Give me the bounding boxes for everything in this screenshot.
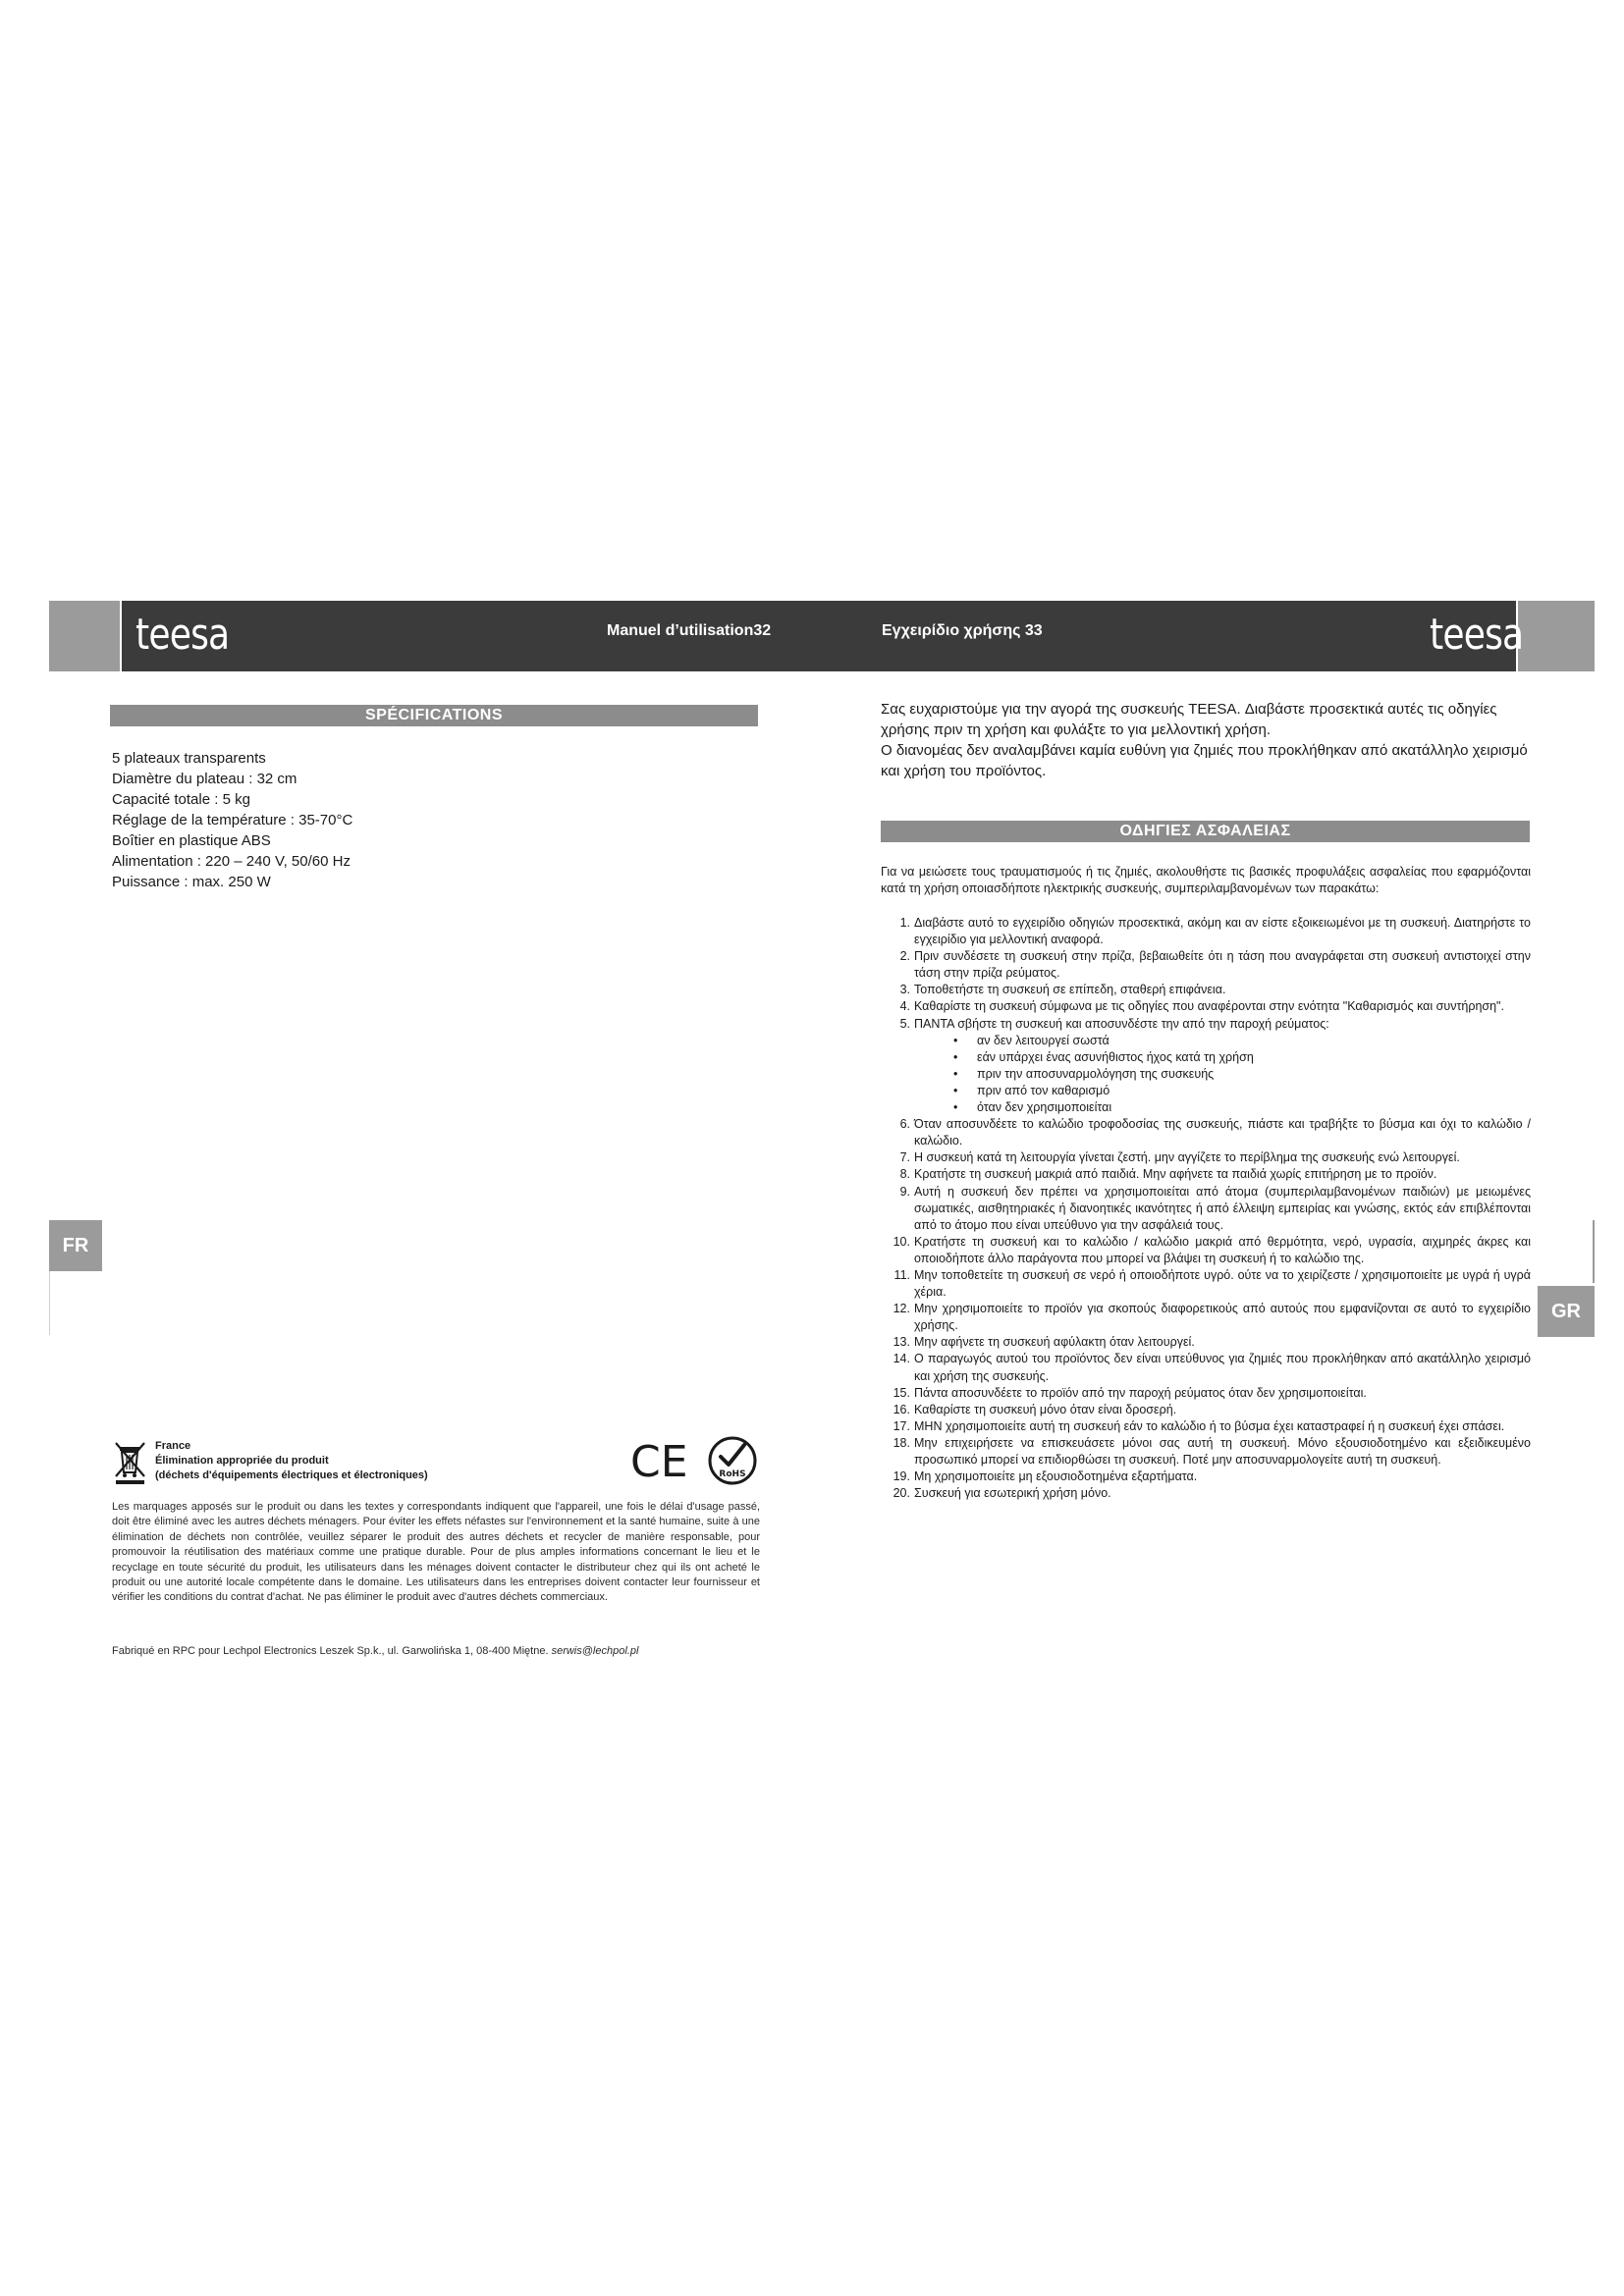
page-title-fr: Manuel d’utilisation32 [607, 622, 772, 639]
list-item-number: 14. [893, 1352, 910, 1366]
disposal-paragraph: Les marquages apposés sur le produit ou dans les textes y correspondants indiquent que l'appareil, une fois le délai d'usage passé, doit être éliminé avec les autres déchets ménagers. Pour éviter les effets néfastes sur l'environnement et la santé humaine, suite à une élimination de déchets non contrôlée, veuillez séparer le produit des autres déchets et recycler de manière responsable, pour promouvoir la réutilisation des matériaux comme une pratique durable. Pour de plus amples informations concernant le lieu et le recyclage en toute sécurité du produit, les utilisateurs dans les ménages doivent contacter le distributeur chez qui ils ont acheté le produit ou une autorité locale compétente dans le domaine. Les utilisateurs dans les entreprises doivent contacter leur fournisseur et vérifier les conditions du contrat d'achat. Ne pas éliminer le produit avec d'autres déchets commerciaux. [112, 1501, 760, 1604]
service-email: serwis@lechpol.pl [551, 1645, 639, 1657]
weee-subtitle: (déchets d'équipements électriques et électroniques) [155, 1469, 428, 1481]
list-item-text: Καθαρίστε τη συσκευή σύμφωνα με τις οδηγίες που αναφέρονται στην ενότητα "Καθαρισμός και συντήρηση". [914, 999, 1504, 1014]
list-item-text: Καθαρίστε τη συσκευή μόνο όταν είναι δροσερή. [914, 1402, 1177, 1416]
list-item-number: 12. [893, 1302, 910, 1316]
list-item-number: 15. [893, 1385, 910, 1400]
list-item-number: 20. [893, 1486, 910, 1501]
spec-item: Boîtier en plastique ABS [112, 832, 271, 849]
weee-title: Élimination appropriée du produit [155, 1455, 329, 1467]
list-item-number: 1. [899, 916, 910, 930]
sub-list-item: • όταν δεν χρησιμοποιείται [953, 1099, 1531, 1116]
gr-intro-line: Ο διανομέας δεν αναλαμβάνει καμία ευθύνη για ζημιές που προκλήθηκαν από ακατάλληλο χειρισμό και χρήση του προϊόντος. [881, 742, 1528, 779]
list-item-text: Διαβάστε αυτό το εγχειρίδιο οδηγιών προσεκτικά, ακόμη και αν είστε εξοικειωμένοι με τη συσκευή. Διατηρήστε το εγχειρίδιο για μελλοντική αναφορά. [914, 916, 1531, 947]
list-item-number: 4. [899, 999, 910, 1014]
sub-list [914, 1033, 1531, 1116]
list-item [881, 1385, 1531, 1402]
weee-country: France [155, 1440, 191, 1452]
manufacturer-text: Fabriqué en RPC pour Lechpol Electronics Leszek Sp.k., ul. Garwolińska 1, 08-400 Miętne. [112, 1645, 549, 1657]
tab-divider-gr [1593, 1220, 1595, 1283]
list-item-text: Πριν συνδέσετε τη συσκευή στην πρίζα, βεβαιωθείτε ότι η τάση που αναγράφεται στη συσκευή αντιστοιχεί στην τάση στην πρίζα ρεύματος. [914, 949, 1531, 981]
list-item-number: 8. [899, 1167, 910, 1182]
language-tab-fr: FR [49, 1220, 102, 1271]
spec-list [112, 748, 352, 892]
brand-logo-right: teesa [1430, 610, 1524, 660]
list-item [881, 998, 1531, 1015]
list-item [881, 1468, 1531, 1485]
list-item [881, 1351, 1531, 1384]
list-item-text: Κρατήστε τη συσκευή και το καλώδιο / καλώδιο μακριά από θερμότητα, νερό, υγρασία, αιχμηρές άκρες και οποιοδήποτε άλλο παράγοντα που μπορεί να βλάψει τη συσκευή ή το καλώδιο της. [914, 1234, 1531, 1265]
list-item-number: 7. [899, 1150, 910, 1165]
sub-list-item: • πριν την αποσυναρμολόγηση της συσκευής [953, 1066, 1531, 1083]
list-item-text: Μην επιχειρήσετε να επισκευάσετε μόνοι σας αυτή τη συσκευή. Μόνο εξουσιοδοτημένο και εξειδικευμένο προσωπικό μπορεί να επιδιορθώσει τη συσκευή. Ποτέ μην αποσυναρμολογείτε αυτή τη συσκευή. [914, 1435, 1531, 1467]
page-title-gr: Εγχειρίδιο χρήσης 33 [882, 622, 1043, 639]
list-item-text: ΠΑΝΤΑ σβήστε τη συσκευή και αποσυνδέστε την από την παροχή ρεύματος: [914, 1016, 1329, 1031]
list-item-text: Η συσκευή κατά τη λειτουργία γίνεται ζεστή. μην αγγίζετε το περίβλημα της συσκευής ενώ λειτουργεί. [914, 1150, 1460, 1165]
list-item [881, 1485, 1531, 1502]
spec-item: 5 plateaux transparents [112, 750, 266, 767]
list-item-text: Μην τοποθετείτε τη συσκευή σε νερό ή οποιοδήποτε υγρό. ούτε να το χειρίζεστε / χρησιμοποιείτε με υγρά ή υγρά χέρια. [914, 1267, 1531, 1300]
spec-item: Capacité totale : 5 kg [112, 791, 250, 808]
sub-list-item: • πριν από τον καθαρισμό [953, 1083, 1531, 1099]
list-item-number: 19. [893, 1469, 910, 1484]
list-item [881, 915, 1531, 948]
list-item [881, 1016, 1531, 1117]
list-item [881, 1267, 1531, 1301]
list-item-text: Τοποθετήστε τη συσκευή σε επίπεδη, σταθερή επιφάνεια. [914, 983, 1226, 997]
spec-item: Réglage de la température : 35-70°C [112, 812, 353, 828]
list-item-text: Κρατήστε τη συσκευή μακριά από παιδιά. Μην αφήνετε τα παιδιά χωρίς επιτήρηση με το προϊόν. [914, 1167, 1437, 1182]
list-item-number: 18. [893, 1435, 910, 1450]
manufacturer-footer [112, 1645, 638, 1657]
list-item-text: Συσκευή για εσωτερική χρήση μόνο. [914, 1486, 1111, 1501]
spec-item: Diamètre du plateau : 32 cm [112, 771, 298, 787]
list-item-number: 9. [899, 1184, 910, 1199]
list-item-number: 16. [893, 1402, 910, 1416]
list-item-number: 6. [899, 1117, 910, 1132]
section-title-specifications: SPÉCIFICATIONS [110, 705, 758, 726]
ce-mark-label: CE [630, 1439, 688, 1482]
list-item-text: Μη χρησιμοποιείτε μη εξουσιοδοτημένα εξαρτήματα. [914, 1469, 1198, 1484]
ce-mark-icon [630, 1439, 691, 1482]
list-item [881, 1402, 1531, 1418]
list-item-number: 3. [899, 983, 910, 997]
header-bar [122, 601, 1516, 671]
list-item-text: Αυτή η συσκευή δεν πρέπει να χρησιμοποιείται από άτομα (συμπεριλαμβανομένων παιδιών) με μειωμένες σωματικές, αισθητηριακές ή διανοητικές ικανότητες ή από έλλειψη εμπειρίας και γνώσης, εκτός εάν επιβλέπονται από το άτομο που είναι υπεύθυνο για την ασφάλειά τους. [914, 1184, 1531, 1232]
list-item [881, 1166, 1531, 1183]
weee-notice [155, 1439, 428, 1483]
list-item [881, 1435, 1531, 1468]
list-item [881, 982, 1531, 998]
list-item [881, 1418, 1531, 1435]
brand-logo-left: teesa [135, 610, 230, 660]
safety-list [881, 915, 1531, 1502]
list-item [881, 1184, 1531, 1234]
list-item [881, 1234, 1531, 1267]
list-item-text: Ο παραγωγός αυτού του προϊόντος δεν είναι υπεύθυνος για ζημιές που προκλήθηκαν από ακατάλληλο χειρισμό και χρήση της συσκευής. [914, 1352, 1531, 1383]
list-item [881, 1116, 1531, 1149]
rohs-icon [707, 1435, 758, 1486]
list-item [881, 948, 1531, 982]
header-left-tab [49, 601, 120, 671]
tab-divider-fr [49, 1271, 50, 1335]
list-item [881, 1301, 1531, 1334]
language-tab-gr: GR [1538, 1286, 1595, 1337]
list-item-text: Μην χρησιμοποιείτε το προϊόν για σκοπούς διαφορετικούς από αυτούς που εμφανίζονται σε αυτό το εγχειρίδιο χρήσης. [914, 1302, 1531, 1333]
list-item-number: 10. [893, 1234, 910, 1249]
safety-lead-paragraph: Για να μειώσετε τους τραυματισμούς ή τις ζημιές, ακολουθήστε τις βασικές προφυλάξεις ασφαλείας που εφαρμόζονται κατά τη χρήση οποιασδήποτε ηλεκτρικής συσκευής, συμπεριλαμβανομένων των παρακάτω: [881, 865, 1531, 895]
list-item [881, 1334, 1531, 1351]
sub-list-item: • εάν υπάρχει ένας ασυνήθιστος ήχος κατά τη χρήση [953, 1049, 1531, 1066]
list-item-number: 2. [899, 949, 910, 964]
list-item-text: Πάντα αποσυνδέετε το προϊόν από την παροχή ρεύματος όταν δεν χρησιμοποιείται. [914, 1385, 1367, 1400]
list-item-number: 11. [893, 1267, 910, 1282]
rohs-label: RoHS [719, 1469, 746, 1479]
list-item-text: Όταν αποσυνδέετε το καλώδιο τροφοδοσίας της συσκευής, πιάστε και τραβήξτε το βύσμα και όχι το καλώδιο / καλώδιο. [914, 1117, 1531, 1148]
section-title-safety: ΟΔΗΓΙΕΣ ΑΣΦΑΛΕΙΑΣ [881, 821, 1530, 842]
list-item [881, 1149, 1531, 1166]
header-right-tab [1518, 601, 1595, 671]
list-item-number: 5. [899, 1016, 910, 1031]
spec-item: Alimentation : 220 – 240 V, 50/60 Hz [112, 853, 351, 870]
list-item-text: ΜΗΝ χρησιμοποιείτε αυτή τη συσκευή εάν το καλώδιο ή το βύσμα έχει καταστραφεί ή η συσκευή έχει σπάσει. [914, 1418, 1505, 1433]
gr-intro-line: Σας ευχαριστούμε για την αγορά της συσκευής TEESA. Διαβάστε προσεκτικά αυτές τις οδηγίες χρήσης πριν τη χρήση και φυλάξτε το για μελλοντική χρήση. [881, 701, 1497, 738]
sub-list-item: • αν δεν λειτουργεί σωστά [953, 1033, 1531, 1049]
list-item-text: Μην αφήνετε τη συσκευή αφύλακτη όταν λειτουργεί. [914, 1335, 1195, 1350]
spec-item: Puissance : max. 250 W [112, 874, 271, 890]
gr-intro [881, 699, 1531, 781]
crossed-bin-icon [112, 1439, 149, 1484]
list-item-number: 13. [893, 1335, 910, 1350]
list-item-number: 17. [893, 1418, 910, 1433]
